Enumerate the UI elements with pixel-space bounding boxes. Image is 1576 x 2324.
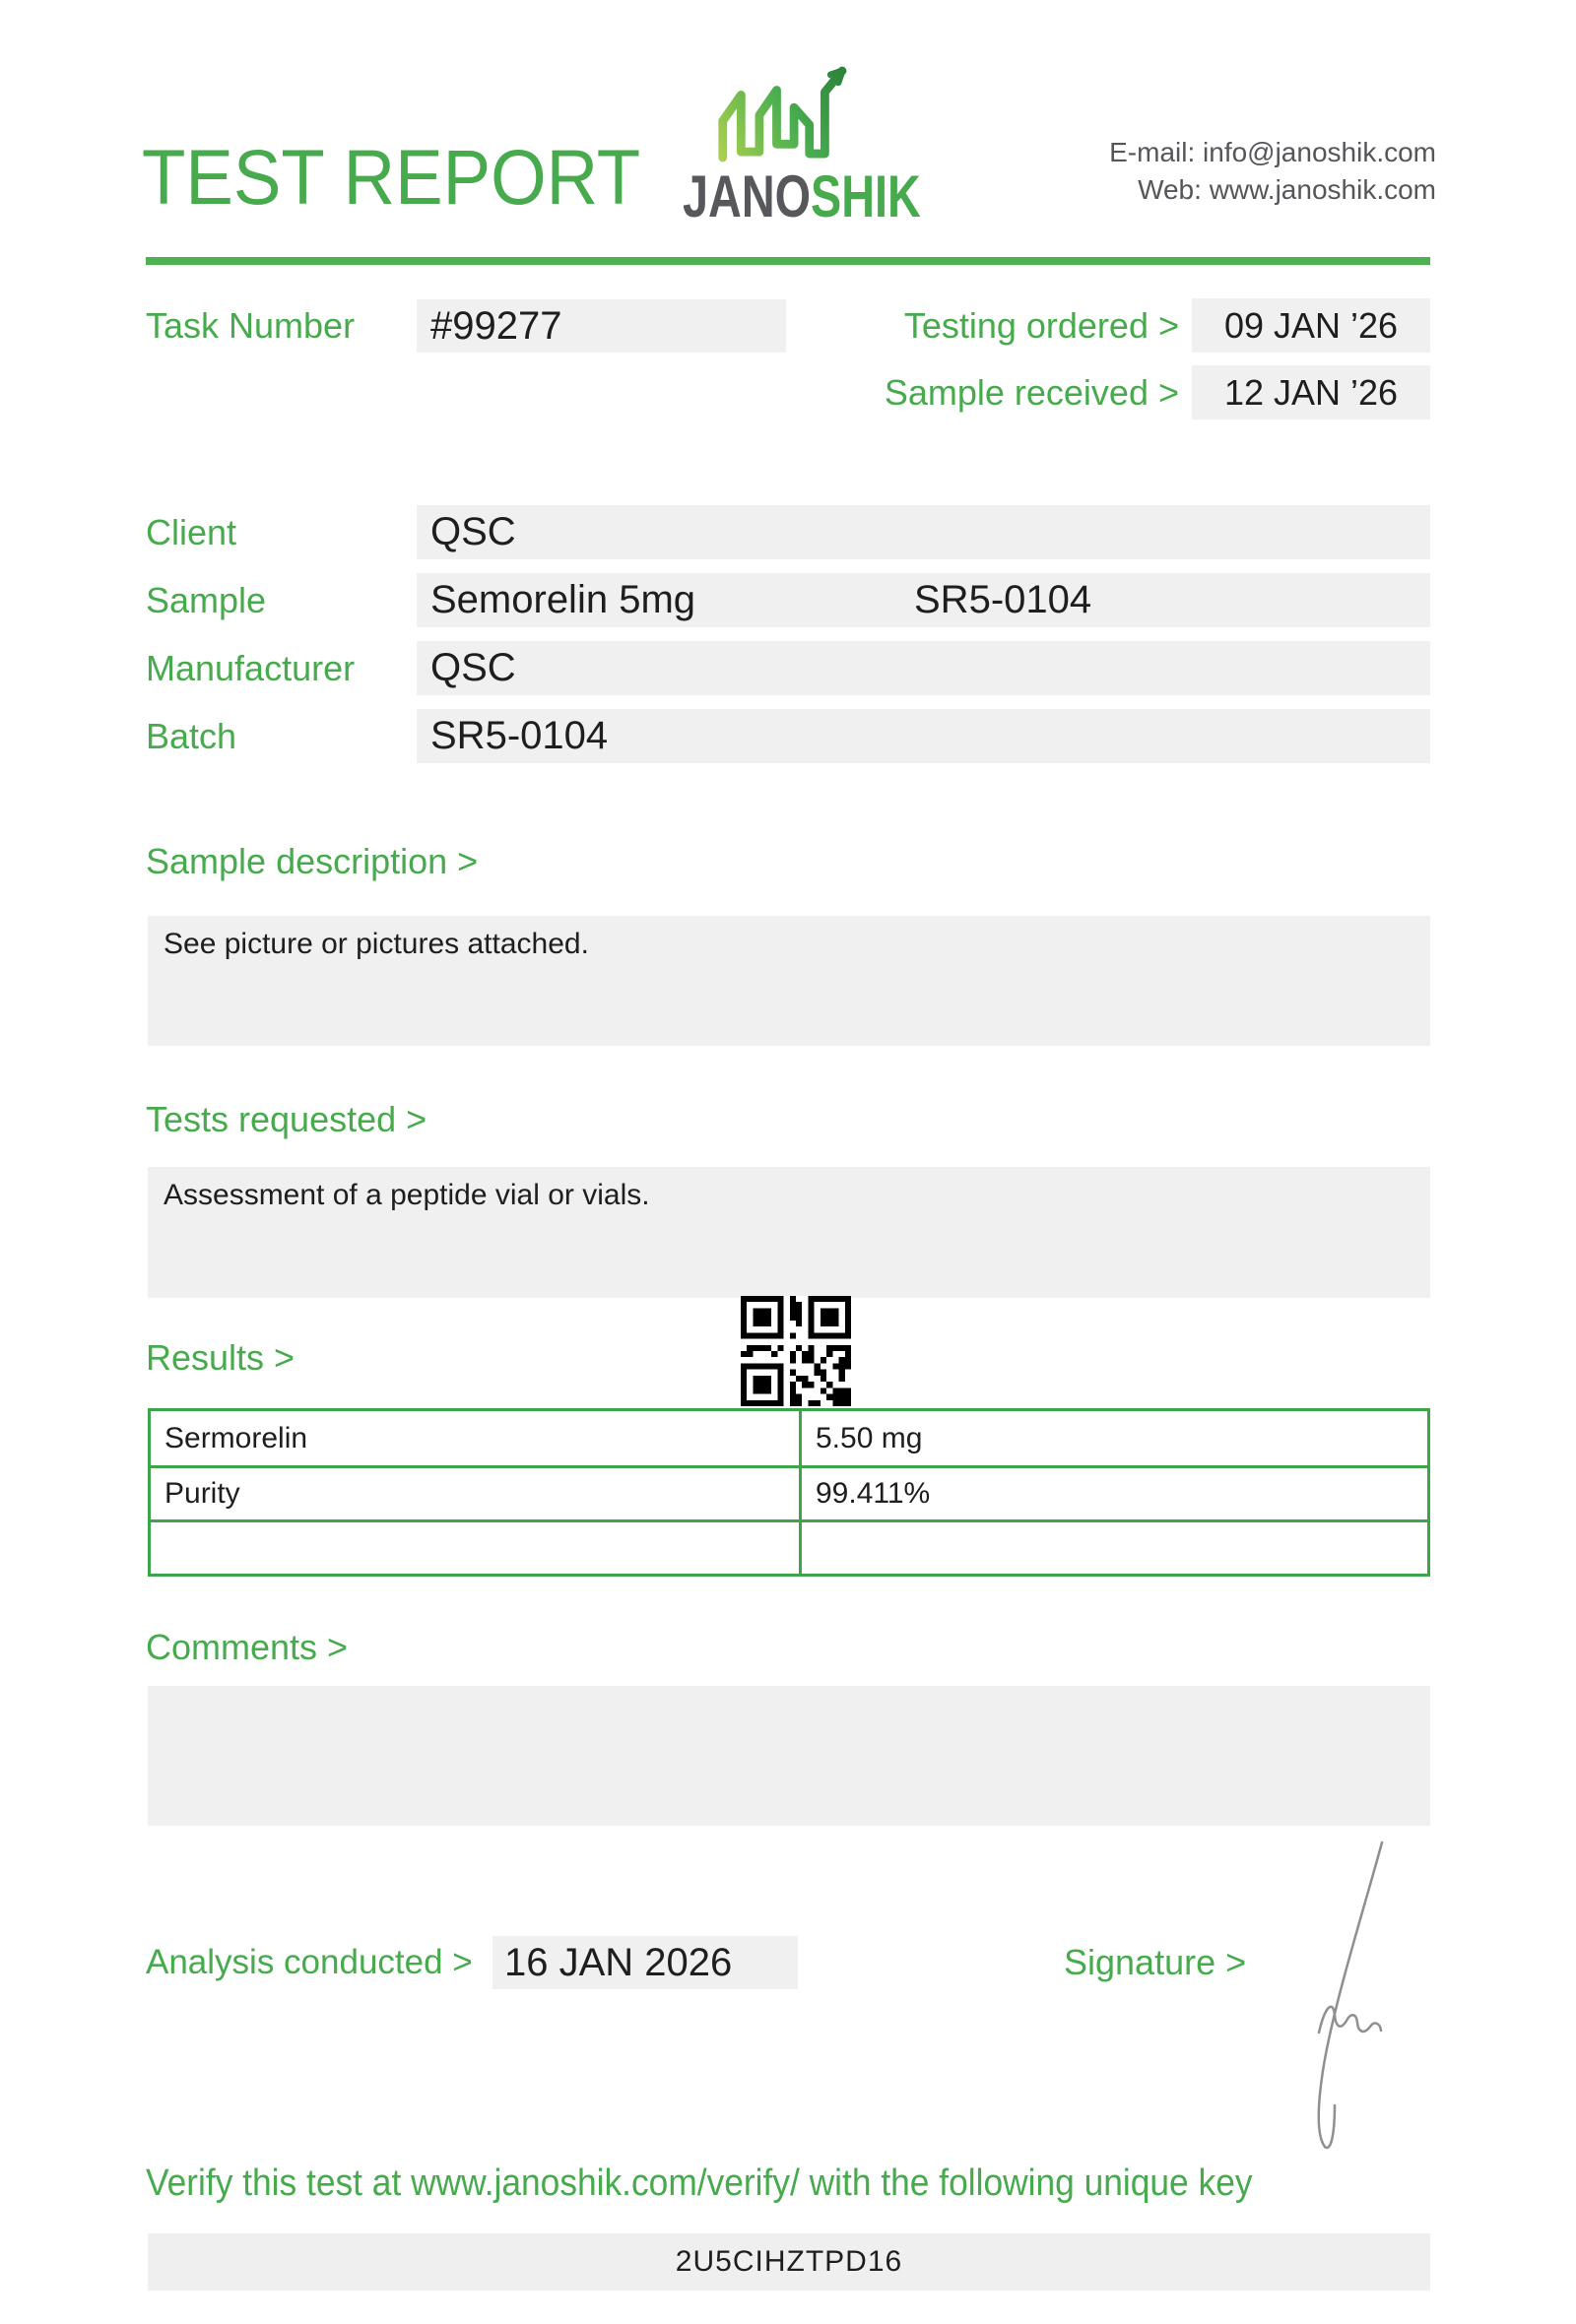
signature-label: Signature >: [1064, 1942, 1247, 1982]
analysis-conducted-label: Analysis conducted >: [146, 1943, 473, 1981]
batch-value: [417, 709, 1430, 763]
tests-requested-box: [148, 1167, 1430, 1298]
sample-description-label: Sample description >: [146, 841, 479, 881]
sample-description-box: [148, 916, 1430, 1046]
unique-key-box: [148, 2233, 1430, 2291]
batch-value-text: SR5-0104: [430, 714, 609, 757]
tests-requested-text: Assessment of a peptide vial or vials.: [164, 1179, 650, 1211]
result-row-name: Sermorelin: [164, 1421, 308, 1454]
comments-label: Comments >: [146, 1627, 349, 1667]
result-row-value: 99.411%: [799, 1465, 1427, 1519]
contact-web: Web: www.janoshik.com: [1138, 174, 1436, 205]
tests-requested-label: Tests requested >: [146, 1099, 427, 1139]
analysis-conducted-value: 16 JAN 2026: [492, 1936, 798, 1989]
batch-label: Batch: [146, 715, 237, 756]
header-divider: [146, 257, 1430, 265]
manufacturer-value: [417, 641, 1430, 695]
sample-value-text: Semorelin 5mg: [430, 578, 696, 621]
logo-text-primary: JANO: [683, 163, 812, 229]
page-title: TEST REPORT: [142, 133, 641, 221]
contact-email: E-mail: info@janoshik.com: [1109, 137, 1436, 167]
testing-ordered-value: 09 JAN ’26: [1192, 298, 1430, 353]
logo-chart-icon: [711, 63, 885, 163]
client-label: Client: [146, 511, 237, 552]
testing-ordered-label: Testing ordered >: [903, 304, 1179, 346]
result-row-name: [151, 1519, 799, 1574]
task-number-label: Task Number: [146, 305, 356, 346]
manufacturer-label: Manufacturer: [146, 647, 356, 688]
manufacturer-value-text: QSC: [430, 646, 516, 689]
signature-scribble: [1285, 1840, 1423, 2160]
comments-box: [148, 1686, 1430, 1826]
verify-instruction: Verify this test at www.janoshik.com/verify/ with the following unique key: [146, 2163, 1253, 2204]
results-label: Results >: [146, 1337, 296, 1378]
sample-description-text: See picture or pictures attached.: [164, 928, 589, 960]
qr-code-icon: [741, 1296, 851, 1406]
sample-value: [417, 573, 1430, 627]
client-value: [417, 505, 1430, 559]
result-row-value: [799, 1519, 1427, 1574]
sample-received-value: 12 JAN ’26: [1192, 365, 1430, 420]
result-row-name: Purity: [151, 1465, 799, 1519]
qr-modules: [741, 1296, 851, 1406]
sample-received-label: Sample received >: [884, 371, 1179, 413]
janoshik-logo: [650, 63, 946, 229]
results-table: [148, 1408, 1430, 1577]
logo-wordmark: [683, 163, 921, 229]
client-value-text: QSC: [430, 510, 516, 553]
task-number-value: #99277: [417, 299, 786, 353]
result-row-value: 5.50 mg: [799, 1411, 1427, 1465]
sample-batch-text: SR5-0104: [914, 578, 1092, 621]
sample-label: Sample: [146, 579, 267, 620]
contact-info: [1109, 134, 1436, 209]
logo-text-accent: SHIK: [811, 163, 921, 229]
unique-key-value: 2U5CIHZTPD16: [675, 2245, 903, 2278]
